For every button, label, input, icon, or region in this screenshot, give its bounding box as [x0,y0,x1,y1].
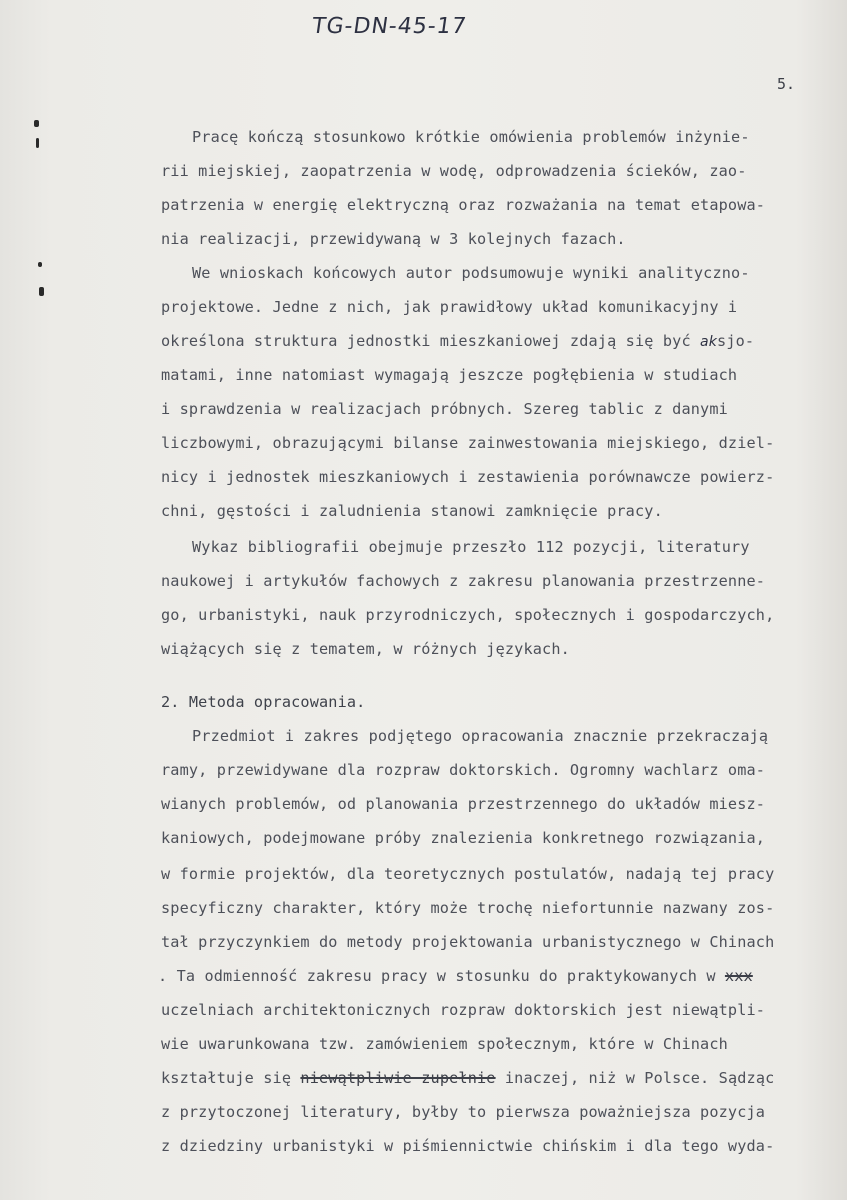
text-line: wiążących się z tematem, w różnych językach. [161,640,570,658]
text-line: naukowej i artykułów fachowych z zakresu planowania przestrzenne- [161,572,766,590]
text-line-with-correction [161,332,754,350]
text-line: z dziedziny urbanistyki w piśmiennictwie chińskim i dla tego wyda- [161,1137,775,1155]
punch-mark [39,287,44,296]
text-line: uczelniach architektonicznych rozpraw doktorskich jest niewątpli- [161,1001,766,1019]
text-line: tał przyczynkiem do metody projektowania urbanistycznego w Chinach [161,933,775,951]
text-line: wianych problemów, od planowania przestrzennego do układów miesz- [161,795,766,813]
text-line: projektowe. Jedne z nich, jak prawidłowy układ komunikacyjny i [161,298,738,316]
text-segment: określona struktura jednostki mieszkaniowej zdają się być [161,332,691,350]
text-line: rii miejskiej, zaopatrzenia w wodę, odprowadzenia ścieków, zao- [161,162,747,180]
text-segment: inaczej, niż w Polsce. Sądząc [504,1069,775,1087]
text-segment: . Ta odmienność zakresu pracy w stosunku do praktykowanych w [158,967,716,985]
text-line: i sprawdzenia w realizacjach próbnych. Szereg tablic z danymi [161,400,728,418]
punch-mark [34,120,39,127]
text-line: Przedmiot i zakres podjętego opracowania znacznie przekraczają [192,727,769,745]
text-line: nia realizacji, przewidywaną w 3 kolejnych fazach. [161,230,626,248]
text-line-with-strikethrough [161,1069,774,1087]
struck-text: niewątpliwie zupełnie [300,1069,496,1087]
punch-mark [38,262,42,267]
text-line: kaniowych, podejmowane próby znalezienia konkretnego rozwiązania, [161,829,766,847]
text-line: wie uwarunkowana tzw. zamówieniem społecznym, które w Chinach [161,1035,728,1053]
text-line: patrzenia w energię elektryczną oraz rozważania na temat etapowa- [161,196,766,214]
handwritten-insertion: ak [700,334,718,350]
section-heading: 2. Metoda opracowania. [161,693,366,711]
struck-text: xxx [724,967,753,985]
handwritten-reference: TG-DN-45-17 [310,14,469,39]
text-line: ramy, przewidywane dla rozpraw doktorskich. Ogromny wachlarz oma- [161,761,766,779]
text-segment: sjo- [717,332,755,350]
text-line: z przytoczonej literatury, byłby to pierwsza poważniejsza pozycja [161,1103,766,1121]
text-line: Wykaz bibliografii obejmuje przeszło 112 pozycji, literatury [192,538,750,556]
text-line: matami, inne natomiast wymagają jeszcze pogłębienia w studiach [161,366,738,384]
text-line: liczbowymi, obrazującymi bilanse zainwestowania miejskiego, dziel- [161,434,775,452]
page-number: 5. [777,75,796,93]
text-line: specyficzny charakter, który może trochę niefortunnie nazwany zos- [161,899,775,917]
text-line: go, urbanistyki, nauk przyrodniczych, społecznych i gospodarczych, [161,606,775,624]
text-line: We wnioskach końcowych autor podsumowuje wyniki analityczno- [192,264,750,282]
punch-mark [36,138,39,148]
text-line: nicy i jednostek mieszkaniowych i zestawienia porównawcze powierz- [161,468,775,486]
text-segment: kształtuje się [161,1069,292,1087]
text-line-with-strikethrough [158,967,753,985]
text-line: chni, gęstości i zaludnienia stanowi zamknięcie pracy. [161,502,663,520]
text-line: Pracę kończą stosunkowo krótkie omówienia problemów inżynie- [192,128,750,146]
text-line: w formie projektów, dla teoretycznych postulatów, nadają tej pracy [161,865,775,883]
